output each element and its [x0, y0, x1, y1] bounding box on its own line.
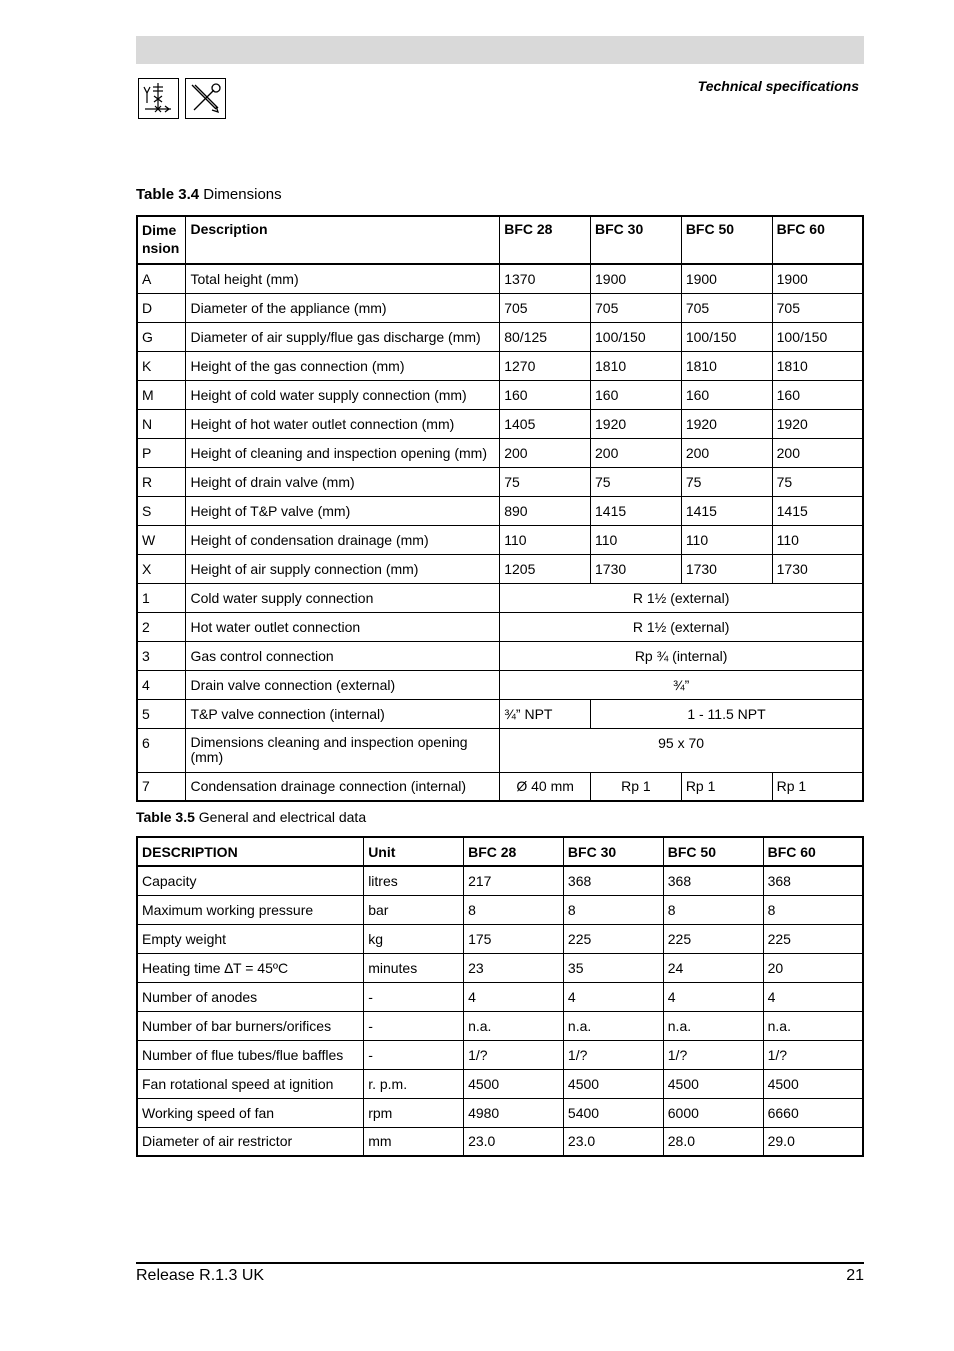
value-cell: 1920: [681, 409, 772, 438]
table-row: [137, 467, 863, 496]
value-cell: 1415: [772, 496, 863, 525]
value-cell: 28.0: [663, 1127, 763, 1156]
tools-icon: [185, 78, 226, 119]
dimension-cell: S: [137, 496, 186, 525]
value-cell: Ø 40 mm: [500, 772, 591, 801]
value-cell: 80/125: [500, 322, 591, 351]
page-number: 21: [846, 1267, 864, 1284]
description-cell: Height of drain valve (mm): [186, 467, 500, 496]
value-cell: 200: [681, 438, 772, 467]
value-cell: 160: [772, 380, 863, 409]
value-cell: 6660: [763, 1098, 863, 1127]
dimension-cell: 3: [137, 641, 186, 670]
description-cell: Height of hot water outlet connection (mm): [186, 409, 500, 438]
dimensions-table: [136, 215, 864, 802]
value-cell: 1810: [591, 351, 682, 380]
description-cell: Cold water supply connection: [186, 583, 500, 612]
table-row: [137, 1127, 863, 1156]
value-cell: n.a.: [663, 1011, 763, 1040]
unit-cell: rpm: [364, 1098, 464, 1127]
header-icons: [138, 78, 226, 119]
dimension-cell: X: [137, 554, 186, 583]
table-row: [137, 699, 863, 728]
value-cell: 23.0: [464, 1127, 564, 1156]
footer-divider: [136, 1262, 864, 1264]
table-row: [137, 953, 863, 982]
value-cell: 1730: [681, 554, 772, 583]
value-cell: 1405: [500, 409, 591, 438]
description-cell: Fan rotational speed at ignition: [137, 1069, 364, 1098]
unit-cell: kg: [364, 924, 464, 953]
table-header-row: [137, 216, 863, 264]
table-row: [137, 438, 863, 467]
table-row: [137, 1040, 863, 1069]
header-cell: Dime nsion: [137, 216, 186, 264]
value-cell: 1900: [591, 264, 682, 293]
description-cell: Capacity: [137, 866, 364, 895]
value-cell: 1920: [772, 409, 863, 438]
table-row: [137, 293, 863, 322]
header-cell: BFC 28: [464, 837, 564, 866]
value-cell: 1415: [681, 496, 772, 525]
value-cell: 20: [763, 953, 863, 982]
value-cell: 890: [500, 496, 591, 525]
unit-cell: -: [364, 1040, 464, 1069]
table-3-5-caption: [136, 809, 366, 825]
value-cell: n.a.: [464, 1011, 564, 1040]
value-cell: 4500: [464, 1069, 564, 1098]
description-cell: Number of anodes: [137, 982, 364, 1011]
value-cell: 160: [681, 380, 772, 409]
value-cell: 1920: [591, 409, 682, 438]
value-cell: Rp 1: [591, 772, 682, 801]
dimension-cell: M: [137, 380, 186, 409]
table-row: [137, 322, 863, 351]
value-cell: 4: [563, 982, 663, 1011]
description-cell: Condensation drainage connection (internal): [186, 772, 500, 801]
description-cell: Empty weight: [137, 924, 364, 953]
table-row: [137, 612, 863, 641]
dimension-cell: N: [137, 409, 186, 438]
value-cell: 705: [681, 293, 772, 322]
table-row: [137, 641, 863, 670]
value-cell: 8: [663, 895, 763, 924]
value-cell: R 1½ (external): [500, 612, 863, 641]
unit-cell: mm: [364, 1127, 464, 1156]
value-cell: 4500: [763, 1069, 863, 1098]
table-row: [137, 1069, 863, 1098]
header-cell: BFC 50: [663, 837, 763, 866]
value-cell: 1205: [500, 554, 591, 583]
header-cell: Description: [186, 216, 500, 264]
description-cell: Hot water outlet connection: [186, 612, 500, 641]
description-cell: Diameter of the appliance (mm): [186, 293, 500, 322]
value-cell: 1730: [591, 554, 682, 583]
value-cell: 6000: [663, 1098, 763, 1127]
header-cell: BFC 30: [591, 216, 682, 264]
description-cell: Height of condensation drainage (mm): [186, 525, 500, 554]
value-cell: 1415: [591, 496, 682, 525]
header-cell: BFC 28: [500, 216, 591, 264]
value-cell: 24: [663, 953, 763, 982]
table-row: [137, 924, 863, 953]
table-row: [137, 772, 863, 801]
value-cell: 1900: [681, 264, 772, 293]
table-row: [137, 409, 863, 438]
table-row: [137, 866, 863, 895]
value-cell: 705: [591, 293, 682, 322]
table-row: [137, 525, 863, 554]
table-row: [137, 982, 863, 1011]
value-cell: 1370: [500, 264, 591, 293]
header-cell: DESCRIPTION: [137, 837, 364, 866]
description-cell: T&P valve connection (internal): [186, 699, 500, 728]
table-row: [137, 728, 863, 772]
table-row: [137, 1098, 863, 1127]
description-cell: Drain valve connection (external): [186, 670, 500, 699]
value-cell: 225: [663, 924, 763, 953]
value-cell: 110: [591, 525, 682, 554]
value-cell: 160: [500, 380, 591, 409]
value-cell: 23: [464, 953, 564, 982]
value-cell: 225: [563, 924, 663, 953]
value-cell: 5400: [563, 1098, 663, 1127]
description-cell: Diameter of air restrictor: [137, 1127, 364, 1156]
value-cell: 1900: [772, 264, 863, 293]
section-title: Technical specifications: [697, 78, 859, 94]
value-cell: 705: [500, 293, 591, 322]
value-cell: 75: [772, 467, 863, 496]
value-cell: 110: [681, 525, 772, 554]
unit-cell: minutes: [364, 953, 464, 982]
unit-cell: bar: [364, 895, 464, 924]
dimension-cell: W: [137, 525, 186, 554]
table-row: [137, 496, 863, 525]
value-cell: 705: [772, 293, 863, 322]
dimension-cell: R: [137, 467, 186, 496]
table-header-row: [137, 837, 863, 866]
value-cell: 368: [563, 866, 663, 895]
table-row: [137, 351, 863, 380]
dimension-cell: P: [137, 438, 186, 467]
unit-cell: litres: [364, 866, 464, 895]
value-cell: 4500: [663, 1069, 763, 1098]
value-cell: 175: [464, 924, 564, 953]
description-cell: Total height (mm): [186, 264, 500, 293]
dimension-cell: G: [137, 322, 186, 351]
value-cell: 200: [772, 438, 863, 467]
caption-text: Dimensions: [203, 186, 282, 203]
value-cell: 200: [591, 438, 682, 467]
value-cell: R 1½ (external): [500, 583, 863, 612]
header-cell: BFC 60: [772, 216, 863, 264]
value-cell: 35: [563, 953, 663, 982]
value-cell: ¾” NPT: [500, 699, 591, 728]
header-cell: BFC 60: [763, 837, 863, 866]
table-row: [137, 1011, 863, 1040]
value-cell: n.a.: [563, 1011, 663, 1040]
unit-cell: -: [364, 982, 464, 1011]
table-row: [137, 380, 863, 409]
description-cell: Height of air supply connection (mm): [186, 554, 500, 583]
value-cell: Rp 1: [681, 772, 772, 801]
header-cell: Unit: [364, 837, 464, 866]
value-cell: 4980: [464, 1098, 564, 1127]
header-cell: BFC 30: [563, 837, 663, 866]
value-cell: 75: [591, 467, 682, 496]
value-cell: 110: [772, 525, 863, 554]
caption-text: General and electrical data: [198, 809, 367, 825]
value-cell: 368: [763, 866, 863, 895]
table-row: [137, 895, 863, 924]
value-cell: 100/150: [772, 322, 863, 351]
unit-cell: -: [364, 1011, 464, 1040]
value-cell: 217: [464, 866, 564, 895]
value-cell: 4: [663, 982, 763, 1011]
value-cell: n.a.: [763, 1011, 863, 1040]
release-label: Release R.1.3 UK: [136, 1267, 265, 1284]
caption-number: Table 3.5: [136, 809, 195, 825]
value-cell: 100/150: [681, 322, 772, 351]
description-cell: Height of cleaning and inspection opening (mm): [186, 438, 500, 467]
value-cell: 1/?: [763, 1040, 863, 1069]
description-cell: Number of bar burners/orifices: [137, 1011, 364, 1040]
value-cell: 110: [500, 525, 591, 554]
value-cell: 1730: [772, 554, 863, 583]
value-cell: 4: [464, 982, 564, 1011]
value-cell: 200: [500, 438, 591, 467]
dimension-cell: 6: [137, 728, 186, 772]
value-cell: 8: [563, 895, 663, 924]
table-row: [137, 264, 863, 293]
description-cell: Diameter of air supply/flue gas discharge (mm): [186, 322, 500, 351]
value-cell: 1810: [772, 351, 863, 380]
dimension-cell: 2: [137, 612, 186, 641]
description-cell: Maximum working pressure: [137, 895, 364, 924]
unit-cell: r. p.m.: [364, 1069, 464, 1098]
dimension-cell: K: [137, 351, 186, 380]
value-cell: 8: [763, 895, 863, 924]
description-cell: Number of flue tubes/flue baffles: [137, 1040, 364, 1069]
dimension-cell: 5: [137, 699, 186, 728]
dimension-cell: D: [137, 293, 186, 322]
description-cell: Heating time ∆T = 45ºC: [137, 953, 364, 982]
table-row: [137, 554, 863, 583]
installation-icon: [138, 78, 179, 119]
value-cell: 1/?: [663, 1040, 763, 1069]
value-cell: 75: [500, 467, 591, 496]
description-cell: Height of the gas connection (mm): [186, 351, 500, 380]
value-cell: 29.0: [763, 1127, 863, 1156]
dimension-cell: 7: [137, 772, 186, 801]
table-3-4-caption: [136, 186, 282, 203]
value-cell: 4: [763, 982, 863, 1011]
value-cell: 8: [464, 895, 564, 924]
value-cell: 368: [663, 866, 763, 895]
description-cell: Gas control connection: [186, 641, 500, 670]
header-cell: BFC 50: [681, 216, 772, 264]
value-cell: 23.0: [563, 1127, 663, 1156]
value-cell: 100/150: [591, 322, 682, 351]
table-row: [137, 583, 863, 612]
description-cell: Height of cold water supply connection (mm): [186, 380, 500, 409]
table-row: [137, 670, 863, 699]
value-cell: ¾”: [500, 670, 863, 699]
description-cell: Height of T&P valve (mm): [186, 496, 500, 525]
header-bar: [136, 36, 864, 64]
value-cell: 1 - 11.5 NPT: [591, 699, 864, 728]
value-cell: 4500: [563, 1069, 663, 1098]
general-electrical-table: [136, 836, 864, 1157]
dimension-cell: 4: [137, 670, 186, 699]
value-cell: Rp 1: [772, 772, 863, 801]
description-cell: Dimensions cleaning and inspection opening (mm): [186, 728, 500, 772]
value-cell: 1810: [681, 351, 772, 380]
dimension-cell: 1: [137, 583, 186, 612]
caption-number: Table 3.4: [136, 186, 200, 203]
value-cell: 1/?: [464, 1040, 564, 1069]
value-cell: 95 x 70: [500, 728, 863, 772]
value-cell: 75: [681, 467, 772, 496]
value-cell: 1/?: [563, 1040, 663, 1069]
description-cell: Working speed of fan: [137, 1098, 364, 1127]
value-cell: 225: [763, 924, 863, 953]
value-cell: Rp ¾ (internal): [500, 641, 863, 670]
value-cell: 160: [591, 380, 682, 409]
value-cell: 1270: [500, 351, 591, 380]
dimension-cell: A: [137, 264, 186, 293]
